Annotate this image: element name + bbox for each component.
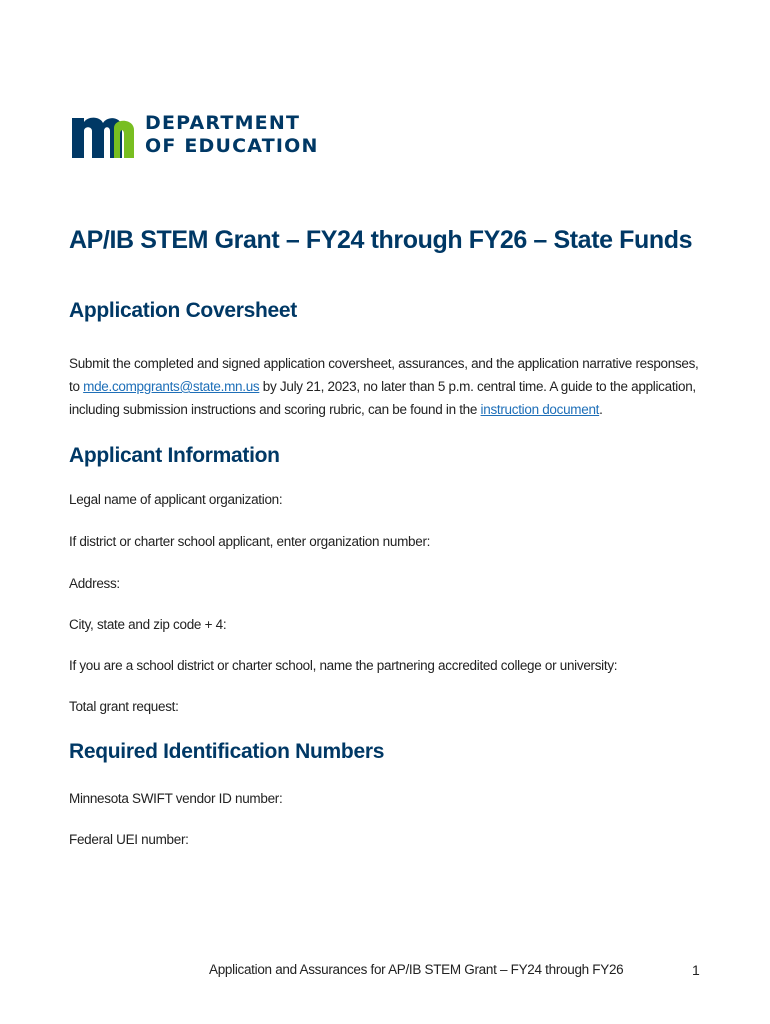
field-total-grant-request: Total grant request: <box>69 699 179 714</box>
mde-logo <box>70 110 319 160</box>
field-swift-vendor-id: Minnesota SWIFT vendor ID number: <box>69 791 283 806</box>
logo-line-2: OF EDUCATION <box>145 135 319 157</box>
field-federal-uei: Federal UEI number: <box>69 832 189 847</box>
field-address: Address: <box>69 576 120 591</box>
instruction-document-link[interactable]: instruction document <box>480 402 600 417</box>
field-legal-name: Legal name of applicant organization: <box>69 492 283 507</box>
intro-paragraph <box>69 352 709 421</box>
intro-text-end: . <box>599 402 603 417</box>
heading-application-coversheet: Application Coversheet <box>69 299 297 322</box>
heading-applicant-information: Applicant Information <box>69 444 280 467</box>
page-number: 1 <box>692 962 700 978</box>
field-partnering-college: If you are a school district or charter school, name the partnering accredited college or university: <box>69 658 618 673</box>
field-organization-number: If district or charter school applicant, enter organization number: <box>69 534 431 549</box>
document-title: AP/IB STEM Grant – FY24 through FY26 – State Funds <box>69 226 693 254</box>
intro-text-2: by July 21, 2023, no later than 5 p.m. central time. A guide to the application, including submission instructions and scoring rubric, can be found in the <box>69 379 696 417</box>
mn-logo-mark <box>70 110 136 160</box>
logo-line-1: DEPARTMENT <box>145 112 301 134</box>
intro-text-1: Submit the completed and signed application coversheet, assurances, and the application narrative responses, to <box>69 356 699 394</box>
logo-wordmark <box>145 112 319 158</box>
page-footer: Application and Assurances for AP/IB STEM Grant – FY24 through FY26 <box>209 962 624 977</box>
email-link[interactable]: mde.compgrants@state.mn.us <box>83 379 260 394</box>
heading-required-identification-numbers: Required Identification Numbers <box>69 740 385 763</box>
field-city-state-zip: City, state and zip code + 4: <box>69 617 227 632</box>
